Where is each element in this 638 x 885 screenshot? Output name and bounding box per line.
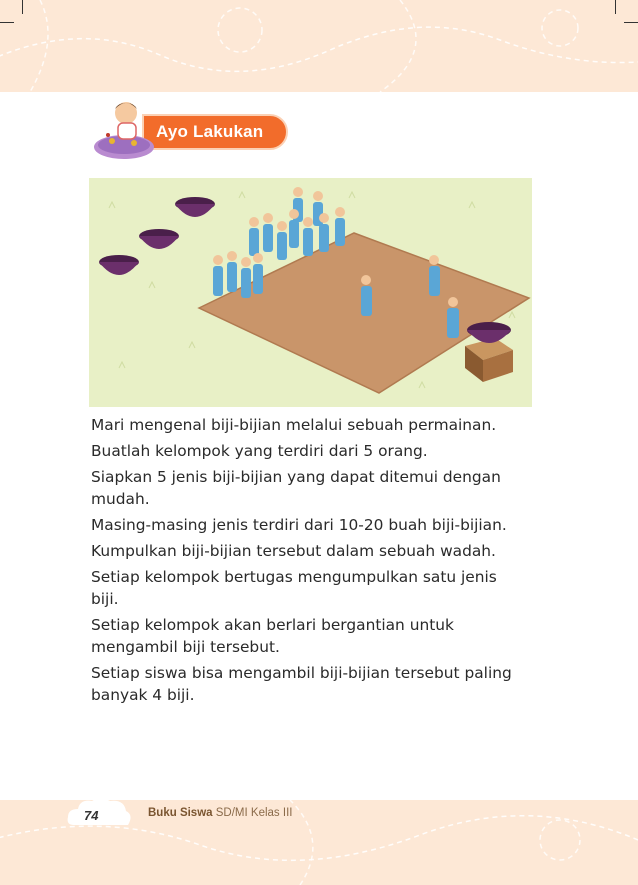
section-header-badge (142, 114, 288, 150)
instruction-paragraph: Setiap siswa bisa mengambil biji-bijian tersebut paling banyak 4 biji. (91, 664, 512, 704)
game-illustration (89, 178, 532, 407)
section-title: Ayo Lakukan (156, 122, 264, 141)
child-sorting-seeds-icon (90, 95, 160, 165)
seed-bowl (99, 255, 139, 275)
crop-mark (0, 22, 14, 23)
page-number: 74 (84, 808, 99, 823)
instruction-list (91, 414, 521, 710)
top-decorative-band (0, 0, 638, 92)
instruction-paragraph: Siapkan 5 jenis biji-bijian yang dapat ditemui dengan mudah. (91, 468, 501, 508)
box-with-bowl (465, 322, 513, 382)
instruction-paragraph: Masing-masing jenis terdiri dari 10-20 buah biji-bijian. (91, 516, 507, 534)
seed-bowl (175, 197, 215, 217)
band-swirl-pattern (0, 0, 638, 92)
book-title: Buku Siswa (148, 807, 213, 819)
book-subtitle: SD/MI Kelas III (215, 807, 293, 819)
crop-mark (624, 22, 638, 23)
instruction-paragraph: Mari mengenal biji-bijian melalui sebuah permainan. (91, 416, 497, 434)
crop-mark (615, 0, 616, 14)
instruction-paragraph: Kumpulkan biji-bijian tersebut dalam sebuah wadah. (91, 542, 496, 560)
instruction-paragraph: Buatlah kelompok yang terdiri dari 5 orang. (91, 442, 428, 460)
instruction-paragraph: Setiap kelompok akan berlari bergantian untuk mengambil biji tersebut. (91, 616, 454, 656)
book-footer (148, 807, 292, 819)
instruction-paragraph: Setiap kelompok bertugas mengumpulkan satu jenis biji. (91, 568, 497, 608)
crop-mark (22, 0, 23, 14)
seed-bowl (139, 229, 179, 249)
